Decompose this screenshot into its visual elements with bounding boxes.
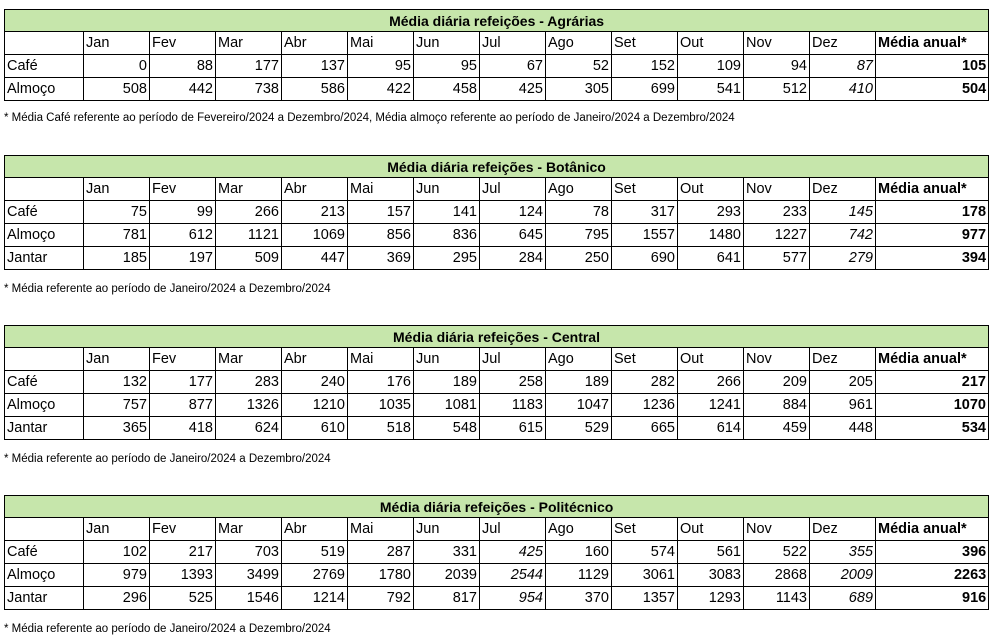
- header-month: Ago: [546, 518, 612, 541]
- annual-value-cell: 396: [876, 541, 989, 564]
- value-cell: 645: [480, 224, 546, 247]
- value-cell: 284: [480, 247, 546, 270]
- value-cell: 1227: [744, 224, 810, 247]
- value-cell: 624: [216, 417, 282, 440]
- table-row: [5, 564, 989, 587]
- annual-value-cell: 217: [876, 371, 989, 394]
- header-month: Dez: [810, 348, 876, 371]
- value-cell: 615: [480, 417, 546, 440]
- value-cell: 836: [414, 224, 480, 247]
- value-cell: 102: [84, 541, 150, 564]
- value-cell: 1326: [216, 394, 282, 417]
- value-cell: 641: [678, 247, 744, 270]
- value-cell: 1546: [216, 587, 282, 610]
- value-cell: 87: [810, 55, 876, 78]
- row-label: Jantar: [5, 247, 84, 270]
- value-cell: 355: [810, 541, 876, 564]
- value-cell: 856: [348, 224, 414, 247]
- table-title: Média diária refeições - Politécnico: [5, 496, 989, 518]
- table-row: [5, 55, 989, 78]
- value-cell: 258: [480, 371, 546, 394]
- value-cell: 197: [150, 247, 216, 270]
- value-cell: 95: [348, 55, 414, 78]
- header-month: Set: [612, 348, 678, 371]
- value-cell: 266: [216, 201, 282, 224]
- value-cell: 2544: [480, 564, 546, 587]
- value-cell: 742: [810, 224, 876, 247]
- header-month: Jul: [480, 518, 546, 541]
- value-cell: 282: [612, 371, 678, 394]
- value-cell: 317: [612, 201, 678, 224]
- value-cell: 137: [282, 55, 348, 78]
- value-cell: 109: [678, 55, 744, 78]
- value-cell: 185: [84, 247, 150, 270]
- header-month: Ago: [546, 348, 612, 371]
- value-cell: 233: [744, 201, 810, 224]
- value-cell: 1069: [282, 224, 348, 247]
- value-cell: 614: [678, 417, 744, 440]
- value-cell: 124: [480, 201, 546, 224]
- value-cell: 795: [546, 224, 612, 247]
- table-header-row: [5, 348, 989, 371]
- value-cell: 2868: [744, 564, 810, 587]
- value-cell: 529: [546, 417, 612, 440]
- value-cell: 67: [480, 55, 546, 78]
- table-row: [5, 201, 989, 224]
- value-cell: 305: [546, 78, 612, 101]
- annual-value-cell: 394: [876, 247, 989, 270]
- value-cell: 612: [150, 224, 216, 247]
- value-cell: 509: [216, 247, 282, 270]
- table-row: [5, 394, 989, 417]
- table-politecnico: [4, 495, 988, 610]
- value-cell: 295: [414, 247, 480, 270]
- value-cell: 459: [744, 417, 810, 440]
- header-empty-cell: [5, 348, 84, 371]
- value-cell: 160: [546, 541, 612, 564]
- value-cell: 213: [282, 201, 348, 224]
- row-label: Café: [5, 371, 84, 394]
- value-cell: 781: [84, 224, 150, 247]
- header-month: Dez: [810, 518, 876, 541]
- value-cell: 1357: [612, 587, 678, 610]
- value-cell: 699: [612, 78, 678, 101]
- value-cell: 690: [612, 247, 678, 270]
- table-title-row: [5, 156, 989, 178]
- header-month: Jun: [414, 348, 480, 371]
- value-cell: 1214: [282, 587, 348, 610]
- value-cell: 1035: [348, 394, 414, 417]
- header-month: Nov: [744, 348, 810, 371]
- value-cell: 189: [546, 371, 612, 394]
- value-cell: 586: [282, 78, 348, 101]
- table-agrarias: [4, 9, 988, 101]
- header-month: Mar: [216, 348, 282, 371]
- header-month: Jan: [84, 32, 150, 55]
- value-cell: 979: [84, 564, 150, 587]
- header-month: Out: [678, 518, 744, 541]
- row-label: Almoço: [5, 78, 84, 101]
- value-cell: 217: [150, 541, 216, 564]
- table-title: Média diária refeições - Central: [5, 326, 989, 348]
- value-cell: 293: [678, 201, 744, 224]
- value-cell: 877: [150, 394, 216, 417]
- value-cell: 548: [414, 417, 480, 440]
- value-cell: 577: [744, 247, 810, 270]
- value-cell: 331: [414, 541, 480, 564]
- value-cell: 2769: [282, 564, 348, 587]
- table-footnote: * Média referente ao período de Janeiro/2024 a Dezembro/2024: [4, 623, 331, 635]
- table-footnote: * Média referente ao período de Janeiro/2024 a Dezembro/2024: [4, 283, 331, 295]
- header-month: Abr: [282, 178, 348, 201]
- header-month: Dez: [810, 178, 876, 201]
- header-annual: Média anual*: [876, 178, 989, 201]
- value-cell: 145: [810, 201, 876, 224]
- value-cell: 448: [810, 417, 876, 440]
- value-cell: 522: [744, 541, 810, 564]
- table-row: [5, 247, 989, 270]
- table-row: [5, 587, 989, 610]
- table-header-row: [5, 518, 989, 541]
- value-cell: 152: [612, 55, 678, 78]
- value-cell: 287: [348, 541, 414, 564]
- value-cell: 95: [414, 55, 480, 78]
- value-cell: 240: [282, 371, 348, 394]
- value-cell: 177: [150, 371, 216, 394]
- header-month: Jun: [414, 178, 480, 201]
- header-month: Jun: [414, 518, 480, 541]
- header-month: Mai: [348, 348, 414, 371]
- value-cell: 266: [678, 371, 744, 394]
- table-header-row: [5, 32, 989, 55]
- row-label: Café: [5, 201, 84, 224]
- header-month: Set: [612, 178, 678, 201]
- header-month: Nov: [744, 178, 810, 201]
- value-cell: 884: [744, 394, 810, 417]
- annual-value-cell: 178: [876, 201, 989, 224]
- value-cell: 296: [84, 587, 150, 610]
- table-row: [5, 541, 989, 564]
- value-cell: 1393: [150, 564, 216, 587]
- row-label: Almoço: [5, 224, 84, 247]
- value-cell: 52: [546, 55, 612, 78]
- header-annual: Média anual*: [876, 348, 989, 371]
- annual-value-cell: 916: [876, 587, 989, 610]
- header-empty-cell: [5, 178, 84, 201]
- header-month: Jul: [480, 178, 546, 201]
- value-cell: 279: [810, 247, 876, 270]
- value-cell: 757: [84, 394, 150, 417]
- value-cell: 541: [678, 78, 744, 101]
- header-month: Dez: [810, 32, 876, 55]
- value-cell: 561: [678, 541, 744, 564]
- value-cell: 665: [612, 417, 678, 440]
- value-cell: 425: [480, 541, 546, 564]
- value-cell: 792: [348, 587, 414, 610]
- value-cell: 2009: [810, 564, 876, 587]
- value-cell: 817: [414, 587, 480, 610]
- value-cell: 132: [84, 371, 150, 394]
- value-cell: 1557: [612, 224, 678, 247]
- header-month: Mai: [348, 178, 414, 201]
- header-annual: Média anual*: [876, 518, 989, 541]
- table-title-row: [5, 496, 989, 518]
- value-cell: 1047: [546, 394, 612, 417]
- value-cell: 574: [612, 541, 678, 564]
- value-cell: 525: [150, 587, 216, 610]
- value-cell: 689: [810, 587, 876, 610]
- table-row: [5, 224, 989, 247]
- table-central: [4, 325, 988, 440]
- value-cell: 703: [216, 541, 282, 564]
- row-label: Jantar: [5, 587, 84, 610]
- value-cell: 418: [150, 417, 216, 440]
- annual-value-cell: 2263: [876, 564, 989, 587]
- value-cell: 209: [744, 371, 810, 394]
- value-cell: 370: [546, 587, 612, 610]
- header-month: Mar: [216, 518, 282, 541]
- value-cell: 1121: [216, 224, 282, 247]
- value-cell: 177: [216, 55, 282, 78]
- table-row: [5, 417, 989, 440]
- annual-value-cell: 534: [876, 417, 989, 440]
- header-month: Mar: [216, 178, 282, 201]
- annual-value-cell: 504: [876, 78, 989, 101]
- value-cell: 519: [282, 541, 348, 564]
- value-cell: 3061: [612, 564, 678, 587]
- value-cell: 442: [150, 78, 216, 101]
- value-cell: 610: [282, 417, 348, 440]
- value-cell: 3499: [216, 564, 282, 587]
- value-cell: 75: [84, 201, 150, 224]
- header-month: Fev: [150, 348, 216, 371]
- value-cell: 1241: [678, 394, 744, 417]
- value-cell: 447: [282, 247, 348, 270]
- value-cell: 2039: [414, 564, 480, 587]
- header-month: Out: [678, 32, 744, 55]
- annual-value-cell: 1070: [876, 394, 989, 417]
- value-cell: 422: [348, 78, 414, 101]
- header-month: Ago: [546, 32, 612, 55]
- header-month: Fev: [150, 32, 216, 55]
- value-cell: 365: [84, 417, 150, 440]
- annual-value-cell: 105: [876, 55, 989, 78]
- value-cell: 369: [348, 247, 414, 270]
- header-month: Fev: [150, 178, 216, 201]
- value-cell: 1081: [414, 394, 480, 417]
- header-month: Nov: [744, 518, 810, 541]
- value-cell: 1236: [612, 394, 678, 417]
- value-cell: 94: [744, 55, 810, 78]
- header-month: Abr: [282, 32, 348, 55]
- table-botanico: [4, 155, 988, 270]
- row-label: Jantar: [5, 417, 84, 440]
- header-month: Jan: [84, 178, 150, 201]
- value-cell: 1480: [678, 224, 744, 247]
- header-month: Jul: [480, 32, 546, 55]
- table-title-row: [5, 10, 989, 32]
- value-cell: 508: [84, 78, 150, 101]
- row-label: Café: [5, 55, 84, 78]
- table-footnote: * Média Café referente ao período de Fevereiro/2024 a Dezembro/2024, Média almoço referente ao período de Janeiro/2024 a Dezembro/2024: [4, 112, 735, 124]
- value-cell: 512: [744, 78, 810, 101]
- table-row: [5, 371, 989, 394]
- header-month: Nov: [744, 32, 810, 55]
- annual-value-cell: 977: [876, 224, 989, 247]
- table-title: Média diária refeições - Botânico: [5, 156, 989, 178]
- value-cell: 250: [546, 247, 612, 270]
- value-cell: 1143: [744, 587, 810, 610]
- value-cell: 205: [810, 371, 876, 394]
- header-month: Jan: [84, 348, 150, 371]
- header-month: Mai: [348, 32, 414, 55]
- header-month: Mar: [216, 32, 282, 55]
- table-row: [5, 78, 989, 101]
- value-cell: 78: [546, 201, 612, 224]
- value-cell: 1780: [348, 564, 414, 587]
- value-cell: 88: [150, 55, 216, 78]
- value-cell: 3083: [678, 564, 744, 587]
- value-cell: 176: [348, 371, 414, 394]
- value-cell: 954: [480, 587, 546, 610]
- header-month: Out: [678, 178, 744, 201]
- value-cell: 410: [810, 78, 876, 101]
- header-month: Jan: [84, 518, 150, 541]
- value-cell: 283: [216, 371, 282, 394]
- value-cell: 157: [348, 201, 414, 224]
- header-month: Set: [612, 518, 678, 541]
- row-label: Café: [5, 541, 84, 564]
- table-header-row: [5, 178, 989, 201]
- row-label: Almoço: [5, 564, 84, 587]
- value-cell: 1129: [546, 564, 612, 587]
- value-cell: 458: [414, 78, 480, 101]
- header-month: Jul: [480, 348, 546, 371]
- header-empty-cell: [5, 32, 84, 55]
- header-month: Abr: [282, 348, 348, 371]
- value-cell: 961: [810, 394, 876, 417]
- value-cell: 518: [348, 417, 414, 440]
- value-cell: 738: [216, 78, 282, 101]
- value-cell: 1293: [678, 587, 744, 610]
- header-empty-cell: [5, 518, 84, 541]
- value-cell: 1183: [480, 394, 546, 417]
- row-label: Almoço: [5, 394, 84, 417]
- header-annual: Média anual*: [876, 32, 989, 55]
- header-month: Set: [612, 32, 678, 55]
- table-footnote: * Média referente ao período de Janeiro/2024 a Dezembro/2024: [4, 453, 331, 465]
- header-month: Fev: [150, 518, 216, 541]
- value-cell: 189: [414, 371, 480, 394]
- header-month: Jun: [414, 32, 480, 55]
- table-title-row: [5, 326, 989, 348]
- table-title: Média diária refeições - Agrárias: [5, 10, 989, 32]
- value-cell: 141: [414, 201, 480, 224]
- value-cell: 425: [480, 78, 546, 101]
- header-month: Mai: [348, 518, 414, 541]
- value-cell: 99: [150, 201, 216, 224]
- header-month: Abr: [282, 518, 348, 541]
- header-month: Ago: [546, 178, 612, 201]
- value-cell: 0: [84, 55, 150, 78]
- header-month: Out: [678, 348, 744, 371]
- value-cell: 1210: [282, 394, 348, 417]
